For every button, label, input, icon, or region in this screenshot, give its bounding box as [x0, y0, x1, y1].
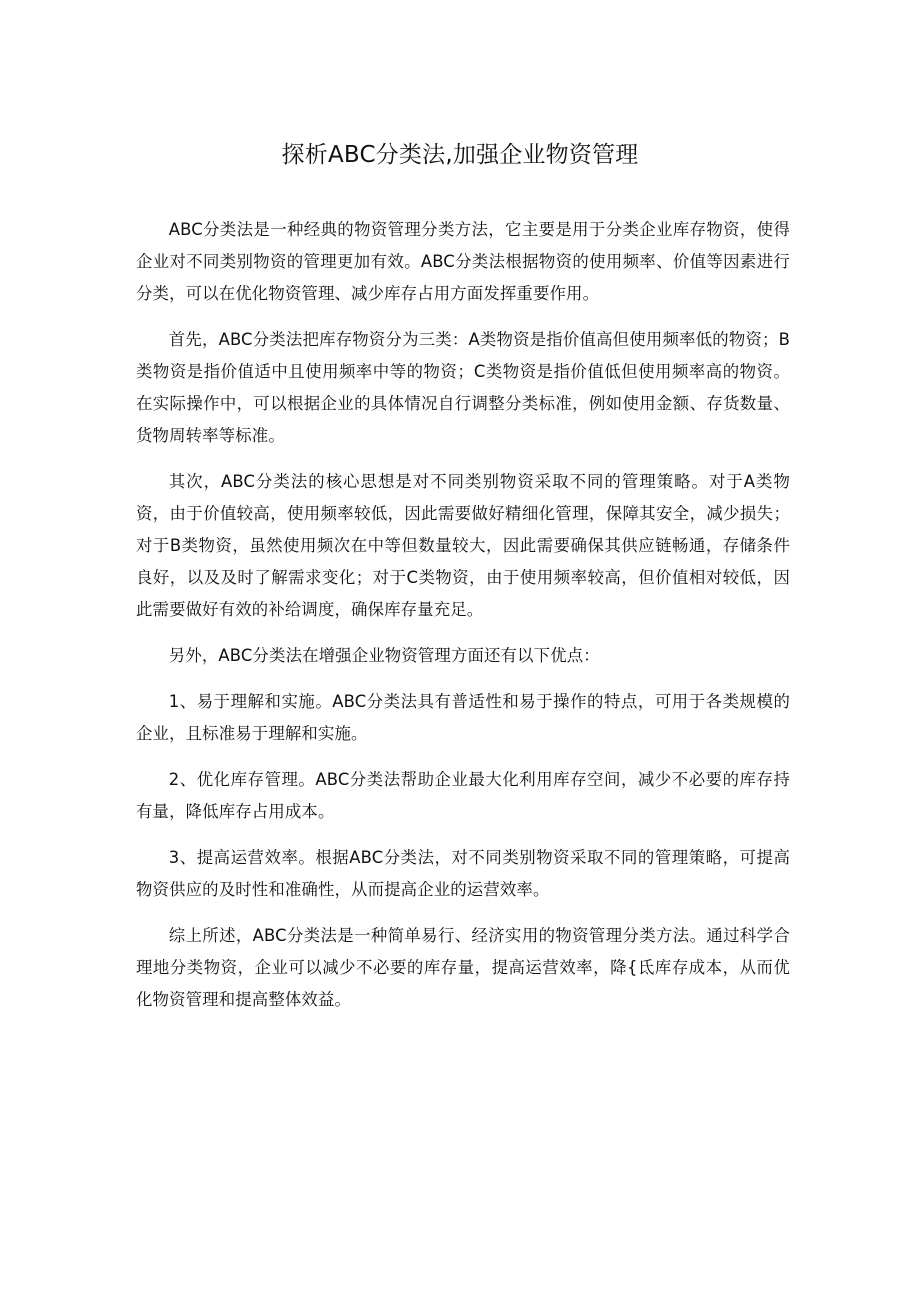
document-body [136, 214, 790, 1030]
paragraph-second: 其次，ABC分类法的核心思想是对不同类别物资采取不同的管理策略。对于A类物资，由于价值较高，使用频率较低，因此需要做好精细化管理，保障其安全，减少损失；对于B类物资，虽然使用频次在中等但数量较大，因此需要确保其供应链畅通，存储条件良好，以及及时了解需求变化；对于C类物资，由于使用频率较高，但价值相对较低，因此需要做好有效的补给调度，确保库存量充足。 [136, 472, 790, 619]
paragraph-conclusion: 综上所述，ABC分类法是一种简单易行、经济实用的物资管理分类方法。通过科学合理地分类物资，企业可以减少不必要的库存量，提高运营效率，降{氐库存成本，从而优化物资管理和提高整体效益。 [136, 926, 790, 1009]
list-item-advantage-1: 1、易于理解和实施。ABC分类法具有普适性和易于操作的特点，可用于各类规模的企业，且标准易于理解和实施。 [136, 692, 790, 743]
paragraph-first: 首先，ABC分类法把库存物资分为三类：A类物资是指价值高但使用频率低的物资；B类物资是指价值适中且使用频率中等的物资；C类物资是指价值低但使用频率高的物资。在实际操作中，可以根据企业的具体情况自行调整分类标准，例如使用金额、存货数量、货物周转率等标准。 [136, 330, 790, 445]
list-item-advantage-3: 3、提高运营效率。根据ABC分类法，对不同类别物资采取不同的管理策略，可提高物资供应的及时性和准确性，从而提高企业的运营效率。 [136, 848, 790, 899]
page-title: 探析ABC分类法,加强企业物资管理 [281, 142, 639, 168]
paragraph-intro: ABC分类法是一种经典的物资管理分类方法，它主要是用于分类企业库存物资，使得企业对不同类别物资的管理更加有效。ABC分类法根据物资的使用频率、价值等因素进行分类，可以在优化物资管理、减少库存占用方面发挥重要作用。 [136, 220, 790, 303]
list-item-advantage-2: 2、优化库存管理。ABC分类法帮助企业最大化利用库存空间，减少不必要的库存持有量，降低库存占用成本。 [136, 770, 790, 821]
paragraph-advantages-intro: 另外，ABC分类法在增强企业物资管理方面还有以下优点： [168, 646, 600, 665]
